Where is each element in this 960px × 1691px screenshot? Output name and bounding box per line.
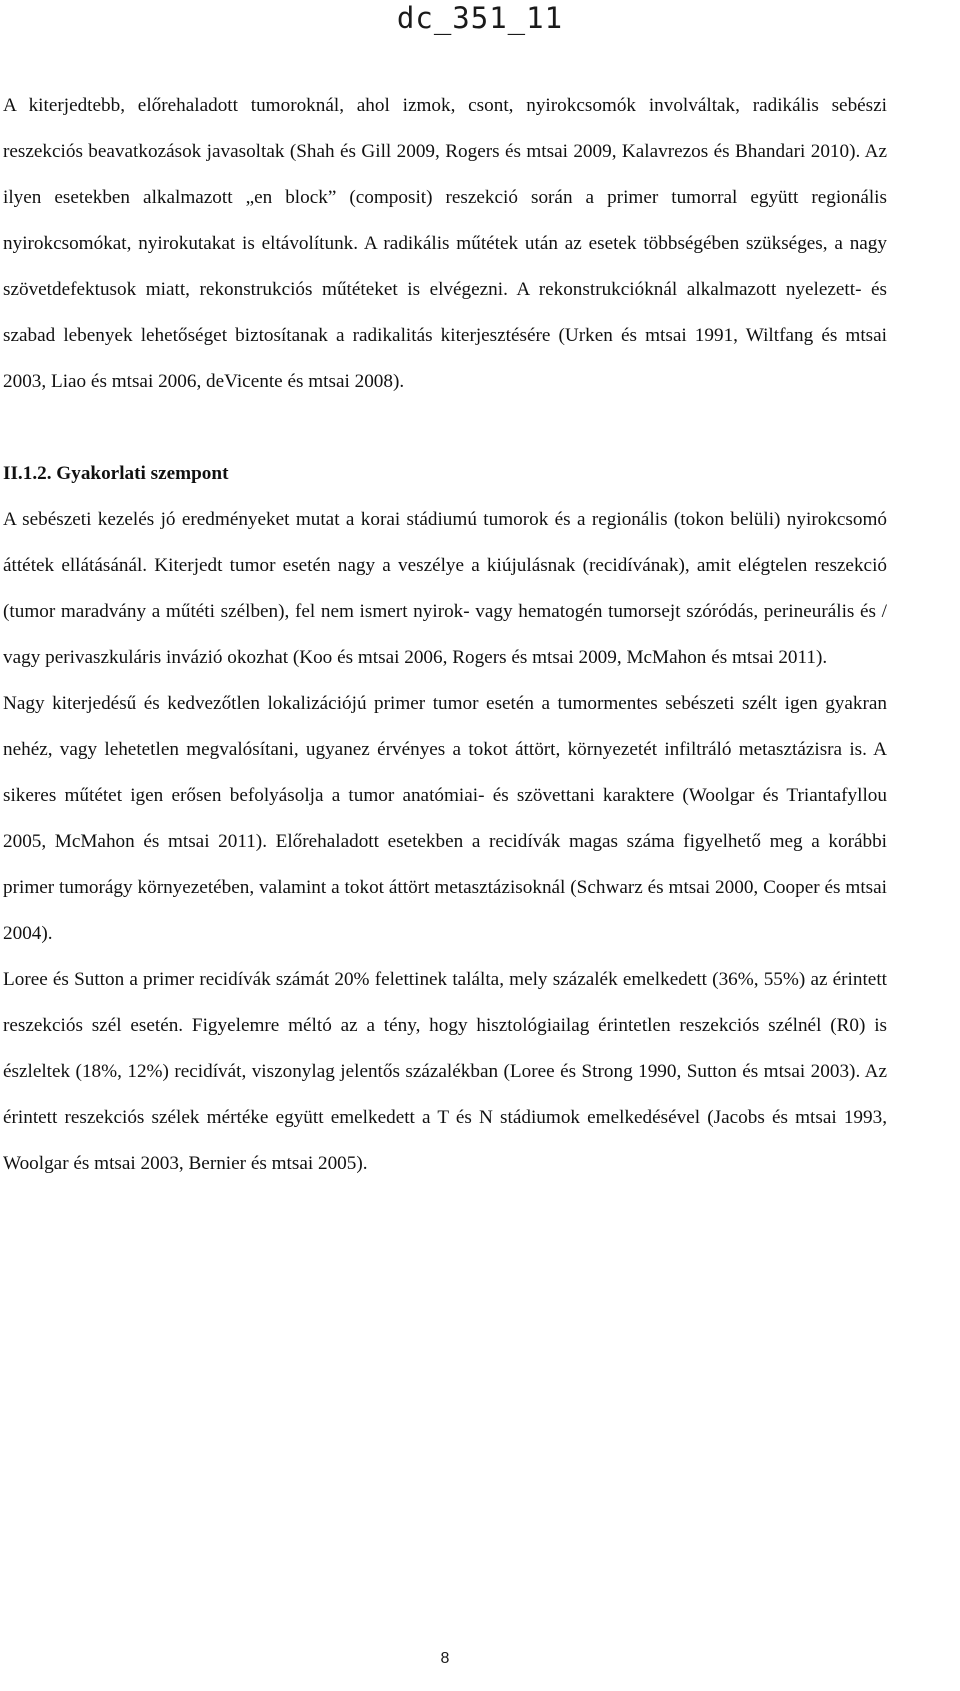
page-number: 8 xyxy=(440,1650,450,1667)
paragraph-tumor-margins: Nagy kiterjedésű és kedvezőtlen lokalizációjú primer tumor esetén a tumormentes sebészeti szélt igen gyakran nehéz, vagy lehetetlen megvalósítani, ugyanez érvényes a tokot áttört, környezetét infiltráló metasztázisra is. A sikeres műtétet igen erősen befolyásolja a tumor anatómiai- és szövettani karaktere (Woolgar és Triantafyllou 2005, McMahon és mtsai 2011). Előrehaladott esetekben a recidívák magas száma figyelhető meg a korábbi primer tumorágy környezetében, valamint a tokot áttört metasztázisoknál (Schwarz és mtsai 2000, Cooper és mtsai 2004). xyxy=(3,693,887,944)
paragraph-radical-surgery: A kiterjedtebb, előrehaladott tumoroknál, ahol izmok, csont, nyirokcsomók involváltak, radikális sebészi reszekciós beavatkozások javasoltak (Shah és Gill 2009, Rogers és mtsai 2009, Kalavrezos és Bhandari 2010). Az ilyen esetekben alkalmazott „en block” (composit) reszekció során a primer tumorral együtt regionális nyirokcsomókat, nyirokutakat is eltávolítunk. A radikális műtétek után az esetek többségében szükséges, a nagy szövetdefektusok miatt, rekonstrukciós műtéteket is elvégezni. A rekonstrukcióknál alkalmazott nyelezett- és szabad lebenyek lehetőséget biztosítanak a radikalitás kiterjesztésére (Urken és mtsai 1991, Wiltfang és mtsai 2003, Liao és mtsai 2006, deVicente és mtsai 2008). xyxy=(3,95,887,392)
paragraph-surgical-treatment: A sebészeti kezelés jó eredményeket mutat a korai stádiumú tumorok és a regionális (tokon belüli) nyirokcsomó áttétek ellátásánál. Kiterjedt tumor esetén nagy a veszélye a kiújulásnak (recidívának), amit elégtelen reszekció (tumor maradvány a műtéti szélben), fel nem ismert nyirok- vagy hematogén tumorsejt szóródás, perineurális és / vagy perivaszkuláris invázió okozhat (Koo és mtsai 2006, Rogers és mtsai 2009, McMahon és mtsai 2011). xyxy=(3,509,887,668)
section-heading: II.1.2. Gyakorlati szempont xyxy=(3,463,229,484)
document-id-header: dc_351_11 xyxy=(396,1,564,35)
paragraph-recurrence-rates: Loree és Sutton a primer recidívák számát 20% felettinek találta, mely százalék emelkedett (36%, 55%) az érintett reszekciós szél esetén. Figyelemre méltó az a tény, hogy hisztológiailag érintetlen reszekciós szélnél (R0) is észleltek (18%, 12%) recidívát, viszonylag jelentős százalékban (Loree és Strong 1990, Sutton és mtsai 2003). Az érintett reszekciós szélek mértéke együtt emelkedett a T és N stádiumok emelkedésével (Jacobs és mtsai 1993, Woolgar és mtsai 2003, Bernier és mtsai 2005). xyxy=(3,969,887,1174)
document-body xyxy=(3,83,887,1187)
